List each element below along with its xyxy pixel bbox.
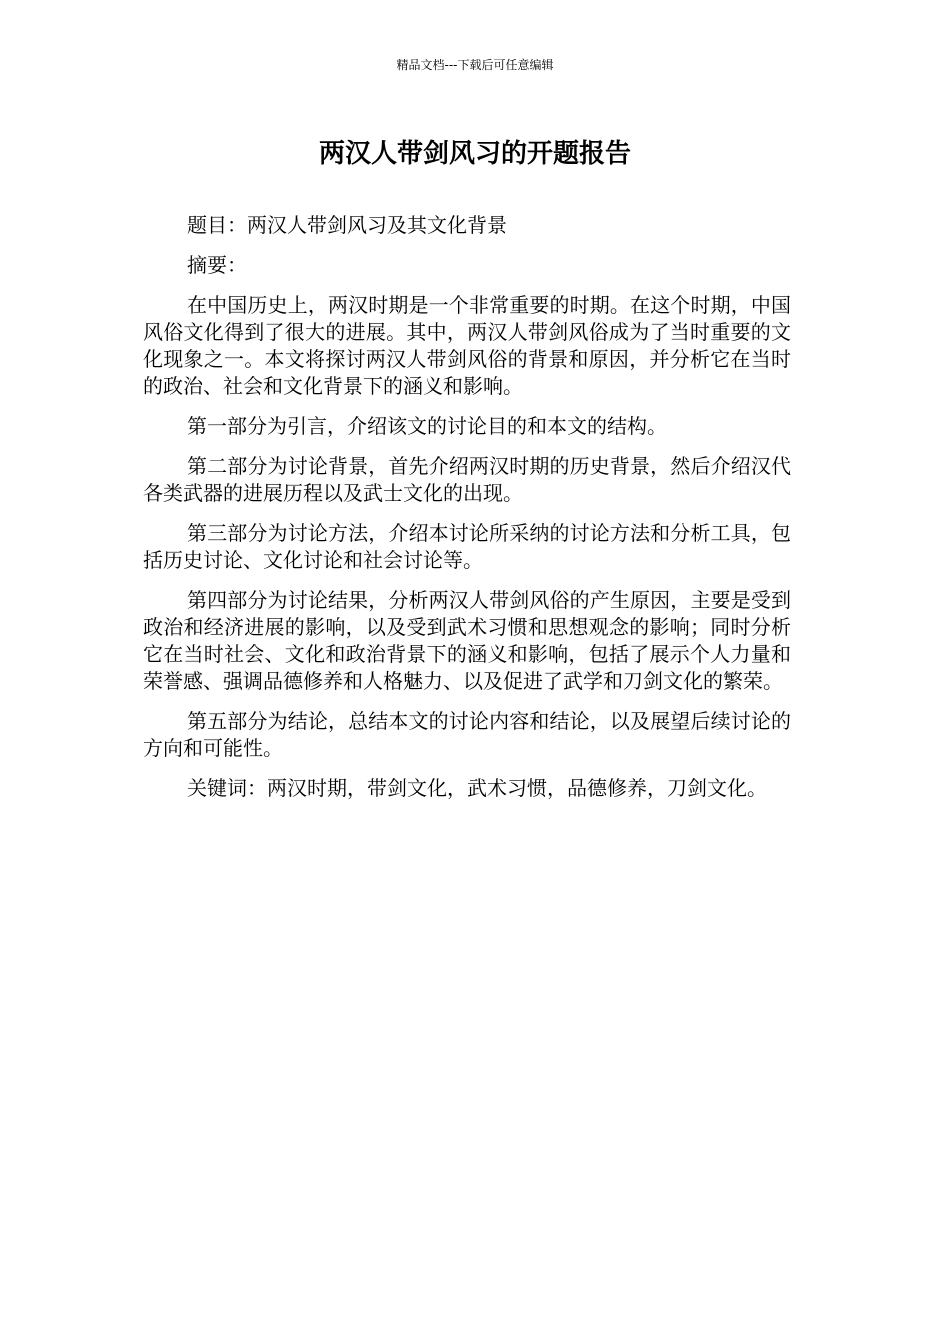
header-note: 精品文档---下载后可任意编辑 [396,58,554,72]
part-one-paragraph: 第一部分为引言，介绍该文的讨论目的和本文的结构。 [187,414,667,438]
part-three-paragraph: 第三部分为讨论方法，介绍本讨论所采纳的讨论方法和分析工具，包括历史讨论、文化讨论和社会讨论等。 [143,521,791,572]
document-body [143,212,791,815]
abstract-heading: 摘要： [187,253,247,277]
part-two-paragraph: 第二部分为讨论背景，首先介绍两汉时期的历史背景，然后介绍汉代各类武器的进展历程以及武士文化的出现。 [143,454,791,505]
part-four-paragraph: 第四部分为讨论结果，分析两汉人带剑风俗的产生原因，主要是受到政治和经济进展的影响，以及受到武术习惯和思想观念的影响；同时分析它在当时社会、文化和政治背景下的涵义和影响，包括了展示个人力量和荣誉感、强调品德修养和人格魅力、以及促进了武学和刀剑文化的繁荣。 [143,588,791,693]
keywords-paragraph: 关键词：两汉时期，带剑文化，武术习惯，品德修养，刀剑文化。 [187,776,767,800]
document-title: 两汉人带剑风习的开题报告 [318,139,631,169]
abstract-paragraph: 在中国历史上，两汉时期是一个非常重要的时期。在这个时期，中国风俗文化得到了很大的进展。其中，两汉人带剑风俗成为了当时重要的文化现象之一。本文将探讨两汉人带剑风俗的背景和原因，并分析它在当时的政治、社会和文化背景下的涵义和影响。 [143,293,791,398]
topic-paragraph: 题目：两汉人带剑风习及其文化背景 [187,213,507,237]
part-five-paragraph: 第五部分为结论，总结本文的讨论内容和结论，以及展望后续讨论的方向和可能性。 [143,709,791,760]
